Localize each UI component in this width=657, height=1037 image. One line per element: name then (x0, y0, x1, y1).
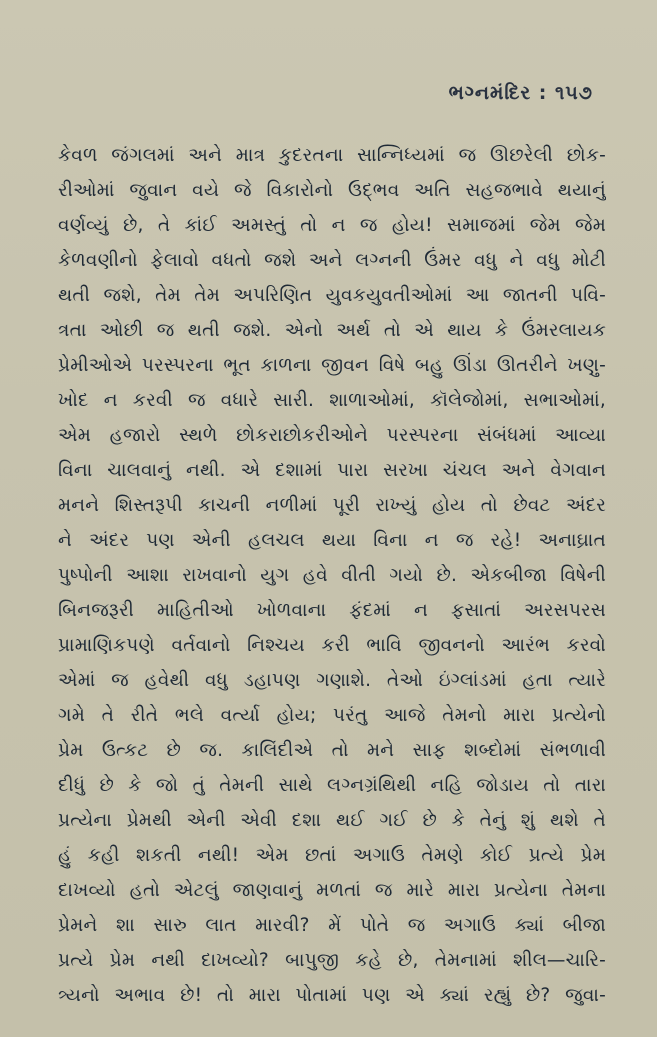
text-line: ને અંદર પણ એની હલચલ થયા વિના ન જ રહે! અનાઘ્રાત (58, 530, 606, 551)
text-line: કેવળ જંગલમાં અને માત્ર કુદરતના સાન્નિધ્યમાં જ ઊછરેલી છોક- (58, 145, 606, 166)
text-line: વિના ચાલવાનું નથી. એ દશામાં પારા સરખા ચંચલ અને વેગવાન (58, 460, 606, 481)
text-line: પ્રેમ ઉત્કટ છે જ. કાલિંદીએ તો મને સાફ શબ્દોમાં સંભળાવી (58, 740, 606, 761)
text-line: ખોદ ન કરવી જ વધારે સારી. શાળાઓમાં, કૉલેજોમાં, સભાઓમાં, (58, 390, 606, 411)
text-line: મનને શિસ્તરૂપી કાચની નળીમાં પૂરી રાખ્યું હોય તો છેવટ અંદર (58, 495, 606, 516)
text-line: થતી જશે, તેમ તેમ અપરિણિત યુવકયુવતીઓમાં આ જાતની પવિ- (58, 285, 606, 306)
text-line: દીધું છે કે જો તું તેમની સાથે લગ્નગ્રંથિથી નહિ જોડાય તો તારા (58, 775, 606, 796)
text-line: દાખવ્યો હતો એટલું જાણવાનું મળતાં જ મારે મારા પ્રત્યેના તેમના (58, 880, 606, 901)
text-line: ત્રતા ઓછી જ થતી જશે. એનો અર્થ તો એ થાય કે ઉંમરલાયક (58, 320, 606, 341)
text-line: પ્રેમીઓએ પરસ્પરના ભૂત કાળના જીવન વિષે બહુ ઊંડા ઊતરીને ખણુ- (58, 355, 606, 376)
text-line: એમાં જ હવેથી વધુ ડહાપણ ગણાશે. તેઓ ઇંગ્લાંડમાં હતા ત્યારે (58, 670, 606, 691)
text-line: હું કહી શકતી નથી! એમ છતાં અગાઉ તેમણે કોઈ પ્રત્યે પ્રેમ (58, 845, 606, 866)
body-text (58, 138, 606, 1013)
text-line: બિનજરૂરી માહિતીઓ ખોળવાના ફંદમાં ન ફસાતાં અરસપરસ (58, 600, 606, 621)
text-line: પ્રામાણિકપણે વર્તવાનો નિશ્ચય કરી ભાવિ જીવનનો આરંભ કરવો (58, 635, 606, 656)
text-line: પુષ્પોની આશા રાખવાનો યુગ હવે વીતી ગયો છે. એકબીજા વિષેની (58, 565, 606, 586)
running-head: ભગ્નમંદિર : ૧૫૭ (448, 82, 593, 104)
text-line: પ્રેમને શા સારુ લાત મારવી? મેં પોતે જ અગાઉ ક્યાં બીજા (58, 915, 606, 936)
text-line: વર્ણવ્યું છે, તે કાંઈ અમસ્તું તો ન જ હોય! સમાજમાં જેમ જેમ (58, 215, 606, 236)
text-line: પ્રત્યે પ્રેમ નથી દાખવ્યો? બાપુજી કહે છે, તેમનામાં શીલ—ચારિ- (58, 950, 606, 971)
text-line: કેળવણીનો ફેલાવો વધતો જશે અને લગ્નની ઉંમર વધુ ને વધુ મોટી (58, 250, 606, 271)
text-line: પ્રત્યેના પ્રેમથી એની એવી દશા થઈ ગઈ છે કે તેનું શું થશે તે (58, 810, 606, 831)
text-line: રીઓમાં જુવાન વયે જે વિકારોનો ઉદ્ભવ અતિ સહજભાવે થયાનું (58, 180, 606, 201)
text-line: ગમે તે રીતે ભલે વર્ત્યા હોય; પરંતુ આજે તેમનો મારા પ્રત્યેનો (58, 705, 606, 726)
text-line: એમ હજારો સ્થળે છોકરાછોકરીઓને પરસ્પરના સંબંધમાં આવ્યા (58, 425, 606, 446)
text-line: ત્ર્યનો અભાવ છે! તો મારા પોતામાં પણ એ ક્યાં રહ્યું છે? જુવા- (58, 985, 606, 1006)
